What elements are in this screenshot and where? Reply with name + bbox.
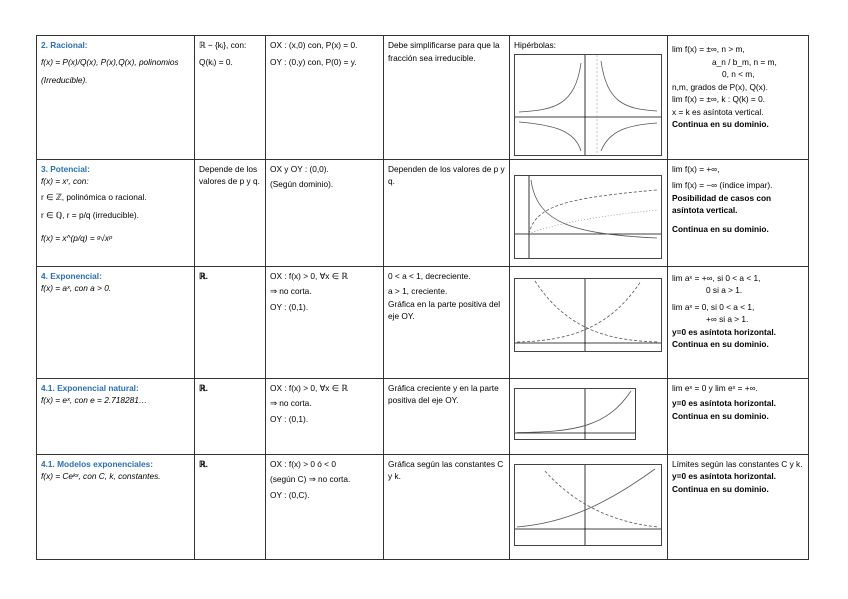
notes-cell: Gráfica creciente y en la parte positiva del eje OY. xyxy=(384,378,510,454)
functions-table xyxy=(36,35,809,560)
definition-cell: 4. Exponencial: f(x) = aˣ, con a > 0. xyxy=(37,266,195,378)
definition-cell: 4.1. Exponencial natural: f(x) = eˣ, con e = 2.718281… xyxy=(37,378,195,454)
table-row xyxy=(37,454,809,559)
table-row xyxy=(37,36,809,160)
table-row xyxy=(37,266,809,378)
domain-cell: ℝ. xyxy=(195,454,266,559)
graph-cell xyxy=(510,454,668,559)
cuts-cell: OX : f(x) > 0, ∀x ∈ ℝ ⇒ no corta. OY : (0,1). xyxy=(266,266,384,378)
graph-cell xyxy=(510,378,668,454)
domain-cell: Depende de los valores de p y q. xyxy=(195,159,266,266)
domain-cell: ℝ. xyxy=(195,378,266,454)
graph-cell: Hipérbolas: xyxy=(510,36,668,160)
definition-cell: 2. Racional: f(x) = P(x)/Q(x), P(x),Q(x), polinomios (Irreducible). xyxy=(37,36,195,160)
graph-cell xyxy=(510,159,668,266)
limits-cell: Límites según las constantes C y k. y=0 es asíntota horizontal. Continua en su dominio. xyxy=(668,454,809,559)
cuts-cell: OX y OY : (0,0). (Según dominio). xyxy=(266,159,384,266)
limits-cell: lim eˣ = 0 y lim eˣ = +∞. y=0 es asíntota horizontal. Continua en su dominio. xyxy=(668,378,809,454)
exponential-graph xyxy=(514,278,663,352)
power-graph xyxy=(514,175,663,259)
cuts-cell: OX : f(x) > 0, ∀x ∈ ℝ ⇒ no corta. OY : (0,1). xyxy=(266,378,384,454)
definition-cell: 4.1. Modelos exponenciales: f(x) = Ceᵏˣ, con C, k, constantes. xyxy=(37,454,195,559)
table-row xyxy=(37,159,809,266)
exponential-models-graph xyxy=(514,464,663,546)
domain-cell: ℝ − {kᵢ}, con: Q(kᵢ) = 0. xyxy=(195,36,266,160)
notes-cell: Gráfica según las constantes C y k. xyxy=(384,454,510,559)
cuts-cell: OX : f(x) > 0 ó < 0 (según C) ⇒ no corta. OY : (0,C). xyxy=(266,454,384,559)
domain-cell: ℝ. xyxy=(195,266,266,378)
notes-cell: Debe simplificarse para que la fracción sea irreducible. xyxy=(384,36,510,160)
graph-cell xyxy=(510,266,668,378)
limits-cell: lim f(x) = ±∞, n > m, a_n / b_m, n = m, 0, n < m, n,m, grados de P(x), Q(x). lim f(x) = ±∞, k : Q(k) = 0. x = k es asíntota vertical. Continua en su dominio. xyxy=(668,36,809,160)
limits-cell: lim aˣ = +∞, si 0 < a < 1, 0 si a > 1. lim aˣ = 0, si 0 < a < 1, +∞ si a > 1. y=0 es asíntota horizontal. Continua en su dominio. xyxy=(668,266,809,378)
limits-cell: lim f(x) = +∞, lim f(x) = −∞ (índice impar). Posibilidad de casos con asíntota vertical. Continua en su dominio. xyxy=(668,159,809,266)
natural-exponential-graph xyxy=(514,388,663,440)
notes-cell: 0 < a < 1, decreciente. a > 1, creciente. Gráfica en la parte positiva del eje OY. xyxy=(384,266,510,378)
notes-cell: Dependen de los valores de p y q. xyxy=(384,159,510,266)
cuts-cell: OX : (x,0) con, P(x) = 0. OY : (0,y) con, P(0) = y. xyxy=(266,36,384,160)
definition-cell: 3. Potencial: f(x) = xʳ, con: r ∈ ℤ, polinómica o racional. r ∈ ℚ, r = p/q (irreducible). f(x) = x^(p/q) = ᵍ√xᵖ xyxy=(37,159,195,266)
hyperbola-graph xyxy=(514,54,663,156)
table-row xyxy=(37,378,809,454)
